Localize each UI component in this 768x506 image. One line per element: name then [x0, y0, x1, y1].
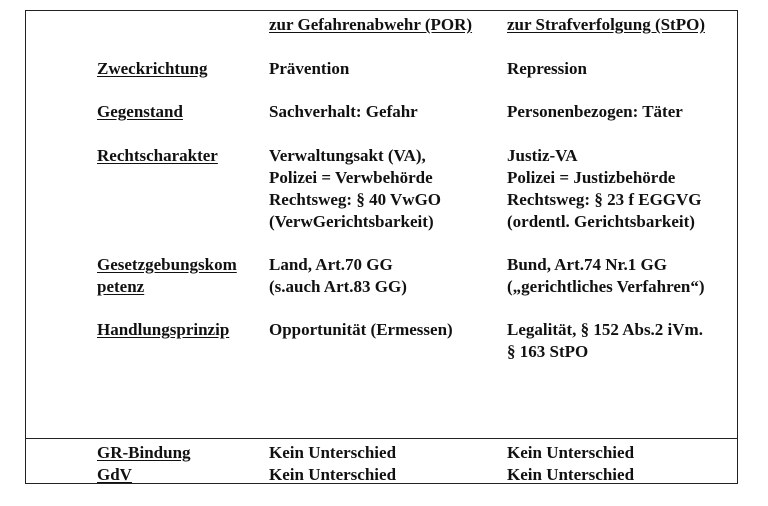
- footer-label-gr-bindung: GR-Bindung: [97, 443, 191, 462]
- row-stpo-handlungsprinzip-line: § 163 StPO: [507, 342, 589, 361]
- row-por-gesetzgebungskompetenz-line: (s.auch Art.83 GG): [269, 277, 407, 296]
- row-stpo-gesetzgebungskompetenz-line: („gerichtliches Verfahren“): [507, 277, 705, 296]
- row-stpo-gegenstand: Personenbezogen: Täter: [507, 102, 683, 121]
- row-por-rechtscharakter-line: Polizei = Verwbehörde: [269, 168, 433, 187]
- row-stpo-handlungsprinzip-line: Legalität, § 152 Abs.2 iVm.: [507, 320, 703, 339]
- footer-label-gdv: GdV: [97, 465, 132, 484]
- row-por-rechtscharakter-line: Verwaltungsakt (VA),: [269, 146, 426, 165]
- row-label-gesetzgebungskompetenz-line: Gesetzgebungskom: [97, 255, 237, 274]
- row-label-zweckrichtung: Zweckrichtung: [97, 59, 208, 78]
- header-stpo: zur Strafverfolgung (StPO): [507, 15, 705, 34]
- footer-por-gdv: Kein Unterschied: [269, 465, 397, 484]
- row-stpo-rechtscharakter-line: (ordentl. Gerichtsbarkeit): [507, 212, 695, 231]
- table-divider: [25, 438, 738, 439]
- row-por-gegenstand: Sachverhalt: Gefahr: [269, 102, 418, 121]
- row-por-zweckrichtung: Prävention: [269, 59, 350, 78]
- footer-por-gr-bindung: Kein Unterschied: [269, 443, 397, 462]
- row-stpo-gesetzgebungskompetenz-line: Bund, Art.74 Nr.1 GG: [507, 255, 667, 274]
- row-stpo-rechtscharakter-line: Justiz-VA: [507, 146, 578, 165]
- row-stpo-zweckrichtung: Repression: [507, 59, 587, 78]
- row-label-gegenstand: Gegenstand: [97, 102, 183, 121]
- row-por-rechtscharakter-line: Rechtsweg: § 40 VwGO: [269, 190, 442, 209]
- row-por-gesetzgebungskompetenz-line: Land, Art.70 GG: [269, 255, 393, 274]
- footer-stpo-gdv: Kein Unterschied: [507, 465, 635, 484]
- row-label-handlungsprinzip: Handlungsprinzip: [97, 320, 230, 339]
- footer-stpo-gr-bindung: Kein Unterschied: [507, 443, 635, 462]
- table-frame: [25, 10, 738, 484]
- row-por-handlungsprinzip: Opportunität (Ermessen): [269, 320, 453, 339]
- row-label-gesetzgebungskompetenz-line: petenz: [97, 277, 145, 296]
- header-por: zur Gefahrenabwehr (POR): [269, 15, 473, 34]
- row-stpo-rechtscharakter-line: Rechtsweg: § 23 f EGGVG: [507, 190, 702, 209]
- row-por-rechtscharakter-line: (VerwGerichtsbarkeit): [269, 212, 434, 231]
- row-label-rechtscharakter: Rechtscharakter: [97, 146, 218, 165]
- row-stpo-rechtscharakter-line: Polizei = Justizbehörde: [507, 168, 676, 187]
